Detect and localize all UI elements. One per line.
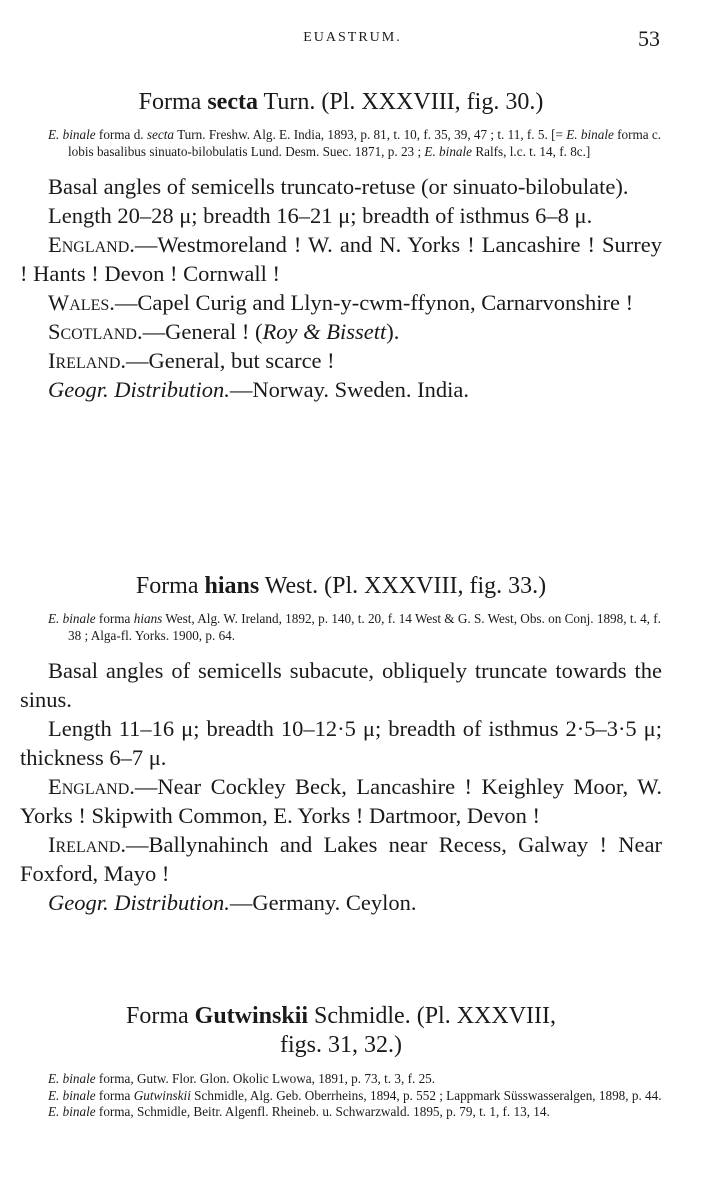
- paragraph: Ireland.—Ballynahinch and Lakes near Recess, Galway ! Near Foxford, Mayo !: [20, 832, 662, 886]
- running-head: [0, 26, 705, 54]
- reference-entry: E. binale forma Gutwinskii Schmidle, Alg. Geb. Oberrheins, 1894, p. 552 ; Lappmark Süsswasseralgen, 1898, p. 44.: [48, 1087, 662, 1103]
- paragraph: Length 11–16 μ; breadth 10–12·5 μ; breadth of isthmus 2·5–3·5 μ; thickness 6–7 μ.: [20, 716, 662, 770]
- section-forma-secta: [20, 88, 662, 404]
- paragraph: Scotland.—General ! (Roy & Bissett).: [48, 319, 400, 344]
- page-number: 53: [638, 26, 660, 51]
- paragraph: Length 20–28 μ; breadth 16–21 μ; breadth of isthmus 6–8 μ.: [48, 203, 593, 228]
- references: [20, 127, 662, 160]
- paragraph: Ireland.—General, but scarce !: [48, 348, 335, 373]
- paragraph: Geogr. Distribution.—Germany. Ceylon.: [48, 890, 417, 915]
- references: [20, 1071, 662, 1121]
- running-title: EUASTRUM.: [303, 30, 402, 45]
- paragraph: Wales.—Capel Curig and Llyn-y-cwm-ffynon, Carnarvonshire !: [48, 290, 634, 315]
- reference-entry: E. binale forma, Schmidle, Beitr. Algenfl. Rheineb. u. Schwarzwald. 1895, p. 79, t. 1, f. 13, 14.: [48, 1104, 550, 1119]
- section-heading: Forma secta Turn. (Pl. XXXVIII, fig. 30.): [138, 89, 544, 115]
- section-forma-hians: [20, 572, 662, 917]
- reference-entry: E. binale forma hians West, Alg. W. Ireland, 1892, p. 140, t. 20, f. 14 West & G. S. West, Obs. on Conj. 1898, t. 4, f. 38 ; Alga-fl. Yorks. 1900, p. 64.: [48, 611, 661, 643]
- description: [20, 172, 662, 404]
- reference-entry: E. binale forma d. secta Turn. Freshw. Alg. E. India, 1893, p. 81, t. 10, f. 35, 39, 47 ; t. 11, f. 5. [= E. binale forma c. lobis basalibus sinuato-bilobulatis Lund. Desm. Suec. 1871, p. 23 ; E. binale Ralfs, l.c. t. 14, f. 8c.]: [48, 127, 662, 159]
- section-forma-gutwinskii: [20, 1002, 662, 1121]
- paragraph: Basal angles of semicells subacute, obliquely truncate towards the sinus.: [20, 658, 662, 712]
- section-heading-continued: figs. 31, 32.): [280, 1032, 402, 1058]
- paragraph: Basal angles of semicells truncato-retuse (or sinuato-bilobulate).: [48, 174, 629, 199]
- paragraph: England.—Westmoreland ! W. and N. Yorks ! Lancashire ! Surrey ! Hants ! Devon ! Cornwall !: [20, 232, 662, 286]
- references: [20, 611, 662, 644]
- paragraph: England.—Near Cockley Beck, Lancashire ! Keighley Moor, W. Yorks ! Skipwith Common, E. Yorks ! Dartmoor, Devon !: [20, 774, 662, 828]
- description: [20, 656, 662, 917]
- section-heading: Forma Gutwinskii Schmidle. (Pl. XXXVIII,: [125, 1003, 557, 1029]
- reference-entry: E. binale forma, Gutw. Flor. Glon. Okolic Lwowa, 1891, p. 73, t. 3, f. 25.: [48, 1071, 436, 1086]
- section-heading: Forma hians West. (Pl. XXXVIII, fig. 33.): [135, 573, 547, 599]
- paragraph: Geogr. Distribution.—Norway. Sweden. India.: [48, 377, 469, 402]
